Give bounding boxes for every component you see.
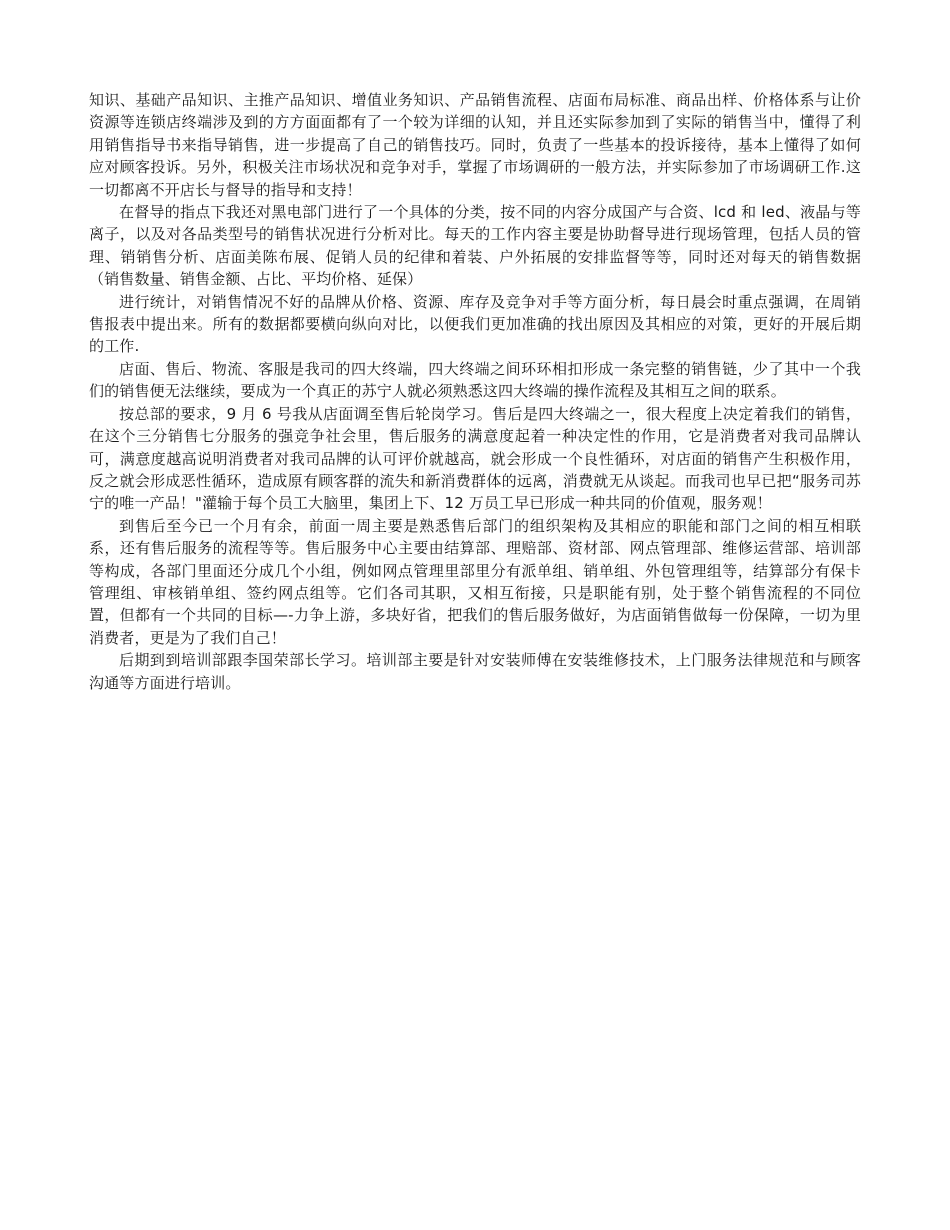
paragraph-5: 按总部的要求，9 月 6 号我从店面调至售后轮岗学习。售后是四大终端之一，很大程度上决定着我们的销售，在这个三分销售七分服务的强竞争社会里，售后服务的满意度起着一种决定性的作用，它是消费者对我司品牌认可，满意度越高说明消费者对我司品牌的认可评价就越高，就会形成一个良性循环，对店面的销售产生积极作用，反之就会形成恶性循环，造成原有顾客群的流失和新消费群体的远离，消费就无从谈起。而我司也早已把“服务司苏宁的唯一产品！"灌输于每个员工大脑里，集团上下、12 万员工早已形成一种共同的价值观，服务观！: [89, 404, 861, 513]
paragraph-6: 到售后至今已一个月有余，前面一周主要是熟悉售后部门的组织架构及其相应的职能和部门之间的相互相联系，还有售后服务的流程等等。售后服务中心主要由结算部、理赔部、资材部、网点管理部、维修运营部、培训部等构成，各部门里面还分成几个小组，例如网点管理里部里分有派单组、销单组、外包管理组等，结算部分有保卡管理组、审核销单组、签约网点组等。它们各司其职，又相互衔接，只是职能有别，处于整个销售流程的不同位置，但都有一个共同的目标—-力争上游，多块好省，把我们的售后服务做好，为店面销售做每一份保障，一切为里消费者，更是为了我们自己！: [89, 516, 861, 647]
paragraph-2: 在督导的指点下我还对黑电部门进行了一个具体的分类，按不同的内容分成国产与合资、lcd 和 led、液晶与等离子，以及对各品类型号的销售状况进行分析对比。每天的工作内容主要是协助督导进行现场管理，包括人员的管理、销销售分析、店面美陈布展、促销人员的纪律和着装、户外拓展的安排监督等等，同时还对每天的销售数据（销售数量、销售金额、占比、平均价格、延保）: [89, 203, 861, 289]
paragraph-7: 后期到到培训部跟李国荣部长学习。培训部主要是针对安装师傅在安装维修技术，上门服务法律规范和与顾客沟通等方面进行培训。: [89, 651, 861, 692]
paragraph-1: 知识、基础产品知识、主推产品知识、增值业务知识、产品销售流程、店面布局标准、商品出样、价格体系与让价资源等连锁店终端涉及到的方方面面都有了一个较为详细的认知，并且还实际参加到了实际的销售当中，懂得了利用销售指导书来指导销售，进一步提高了自己的销售技巧。同时，负责了一些基本的投诉接待，基本上懂得了如何应对顾客投诉。另外，积极关注市场状况和竞争对手，掌握了市场调研的一般方法，并实际参加了市场调研工作.这一切都离不开店长与督导的指导和支持！: [89, 91, 861, 199]
paragraph-3: 进行统计，对销售情况不好的品牌从价格、资源、库存及竞争对手等方面分析，每日晨会时重点强调，在周销售报表中提出来。所有的数据都要横向纵向对比，以便我们更加准确的找出原因及其相应的对策，更好的开展后期的工作.: [89, 292, 861, 356]
document-body: [89, 89, 861, 694]
paragraph-4: 店面、售后、物流、客服是我司的四大终端，四大终端之间环环相扣形成一条完整的销售链，少了其中一个我们的销售便无法继续，要成为一个真正的苏宁人就必须熟悉这四大终端的操作流程及其相互之间的联系。: [89, 359, 861, 401]
